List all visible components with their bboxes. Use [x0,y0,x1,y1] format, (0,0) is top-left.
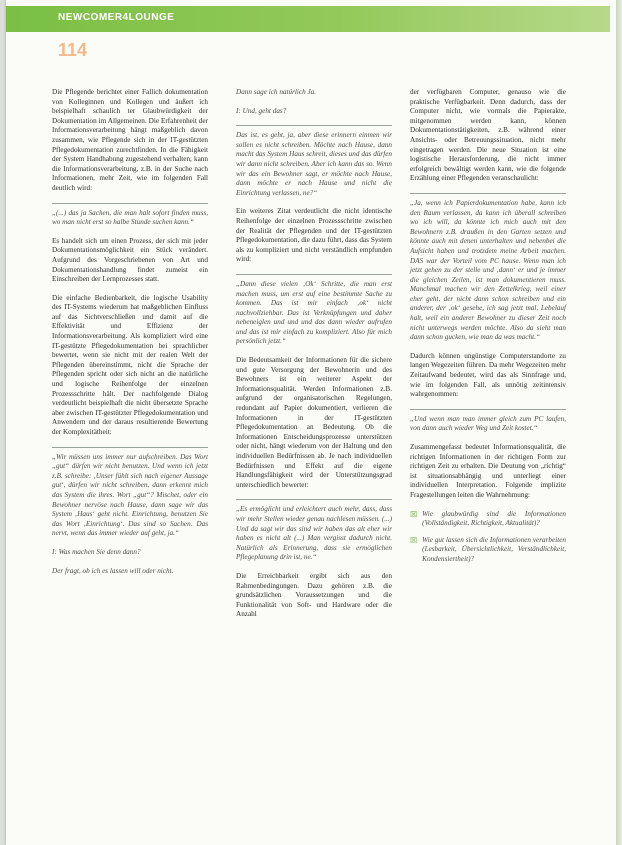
document-page [6,0,616,845]
body-paragraph: Die Bedeutsamkeit der Informationen für die sichere und gute Versorgung der Bewohnerin und des Bewohners ist ein weiterer Aspekt der Informationsqualität. Werden Informationen z.B. aufgrund der organisatorischen Regelungen, redundant auf Papier dokumentiert, verlieren die Informationen in der IT-gestützten Pflegedokumentation an Bedeutung. Ob die Informationen Entscheidungsprozesse unterstützen oder nicht, hängt wiederum von der Haltung und den individuellen Bedürfnissen ab. Je nach individuellen Bedürfnissen und Effekt auf die eigene Handlungsfähigkeit wird der Unterstützungsgrad unterschiedlich bewertet: [236,356,392,489]
interview-quote: „(...) das ja Sachen, die man halt sofort finden muss, wo man nicht erst so halbe Stunde suchen kann.“ [52,203,208,228]
bullet-text: Wie glaubwürdig sind die Informationen (Vollständigkeit, Richtigkeit, Aktualität)? [422,509,566,528]
text-column-2 [236,88,392,629]
body-paragraph: Die einfache Bedienbarkeit, die logische Usability des IT-Systems wiederum hat maßgeblichen Einfluss auf das Sichtverschließen und damit auf die Effektivität und Effizienz der Informationsverarbeitung. Als kompliziert wird eine IT-gestützte Pflegedokumentation bei sprachlicher bewertet, wenn sie nicht mit der realen Welt der Pflegenden übereinstimmt, nicht die Sprache der Pflegenden spricht oder sich nicht an die natürliche und logische Reihenfolge der einzelnen Prozessschritte hält. Der nachfolgende Dialog verdeutlicht beispielhaft die nicht übersetzte Sprache aber zwischen IT-gestützter Pflegedokumentation und Anwendern und der daraus resultierende Bewertung der Komplexitätheit: [52,293,208,436]
interview-quote: Das ist, es geht, ja, aber diese erinnern einmen wir sollen es nicht schreiben. Möchte nach Hause, dann macht das System Haus schreit, dieses und das dürfen wir dann nicht schreiben. Aber ich kann das so. Wenn wir das ein Bewohner sagt, er möchte nach Hause, dann möchte er nach Hause und nicht die Einrichtung verlassen, ne?“ [236,125,392,198]
interview-quote: „Es ermöglicht und erleichtert auch mehr, dass, dass wir mehr Stellen wieder genau nachlesen müssen. (...) Und da sagt wir das sind wir haben das alt eher wir haben es nicht alt (...) Man vergisst dadurch nicht. Natürlich als Erinnerung, dass sie ermöglichen Pflegeplanung drin ist, ne.“ [236,499,392,563]
checkbox-icon: ☒ [410,509,418,519]
dialog-line: Dann sage ich natürlich Ja. [236,88,317,96]
dialog-line: Der fragt, ob ich es lassen will oder nicht. [52,566,174,575]
body-paragraph: Die Erreichbarkeit ergibt sich aus den Rahmenbedingungen. Dazu gehören z.B. die grundsätzlichen Voraussetzungen und die Funktionalität von Soft- und Hardware oder die Anzahl [236,571,392,619]
checkbox-icon: ☒ [410,535,418,545]
body-paragraph: Es handelt sich um einen Prozess, der sich mit jeder Dokumentationsmöglichkeit ein Stück verändert. Aufgrund des Vorgeschriebenen von Art und Dokumentationshandlung findet zumeist ein Einschreiben der Lernprozesses statt. [52,236,208,284]
body-paragraph: Die Pflegende berichtet einer Fallich dokumentation von Kolleginnen und Kollegen und äußert ich beispielhaft schaulich ter Glaubwürdigkeit der Dokumentation im Allgemeinen. Die Erfahrenheit der Informationsverarbeitung hängt maßgeblich davon zusammen, wie Pflegende sich in der IT-gestützten Pflegedokumentation zurechtfinden. In die Fähigkeit der System Handhabung zugestehend verhalten, kann die Informationsverarbeitung, z.B. in der Suche nach Informationen, mehr Zeit, wie im folgenden Fall deutlich wird: [52,88,208,192]
interview-quote: „Und wenn man man immer gleich zum PC laufen, von dann auch wieder Weg und Zeit kostet.“ [410,409,566,434]
text-column-3 [410,88,566,572]
text-column-1 [52,88,208,585]
page-number: 114 [58,40,88,60]
body-paragraph: der verfügbaren Computer, genauso wie die praktische Verfügbarkeit. Denn dadurch, dass der Computer nicht, wie vormals die Papierakte, mitgenommen werden kann, können Dokumentationstätigkeiten, z.B. während einer Ansichts- oder Betreuungssituation, nicht mehr eingetragen werden. Die neue Situation ist eine logistische Herausforderung, die nicht immer erfolgreich bewältigt werden kann, wie die folgende Erzählung einer Pflegenden veranschaulicht: [410,88,566,183]
interview-quote: „Ja, wenn ich Papierdokumentation habe, kann ich den Raum verlassen, da kann ich überall schreiben wo ich will, da könnte ich mich auch mit den Bewohnern z.B. draußen in den Garten setzen und könnte auch mit denen unterhalten und nebenbei die Aufsicht haben und trotzdem meine Arbeit machen. DAS war der Vorteil vom PC hause. Wenn man ich jetzt gehen zu der stelle und ‚dann‘ er und je immer die gleichen Zeilen, ist man dokumentieren muss. Manchmal machen wir den Zettelkrieg, weil einer eher geht, der nicht dann schon schreiben und ein anderer, der ‚ok‘ gesehe, ich sag jetzt mal, Lebelauf halt, weil ein anderer Bewohner zu dieser Zeit noch nicht unterwegs werden möchte. Also da sieht man dann schon gucken, wie man da was macht.“ [410,193,566,343]
body-paragraph: Dadurch können ungünstige Computerstandorte zu langen Wegezeiten führen. Da mehr Wegezeiten mehr Zeitaufwand bedeutet, wird das als Sinnfrage und, wie im folgenden Fall, als unnötig zeitintensiv wahrgenommen: [410,351,566,399]
bullet-item [410,510,566,529]
dialog-line: I: Und, geht das? [236,106,287,115]
bullet-text: Wie gut lassen sich die Informationen verarbeiten (Lesbarkeit, Übersichtlichkeit, Verständlichkeit, Kondensiertheit)? [422,535,566,563]
header-bar [6,6,610,32]
body-paragraph: Zusammengefasst bedeutet Informationsqualität, die richtigen Informationen in der richtigen Form zur richtigen Zeit zu erhalten. Die Deutung von „richtig“ ist situationsabhängig und unterliegt einer individuellen Interpretation. Folgende implizite Fragestellungen leiten die Wahrnehmung: [410,443,566,499]
interview-quote: „Dann diese vielen ‚Ok‘ Schritte, die man erst machen muss, um erst auf eine bestimmte Sache zu kommen. Das ist mir einfach ‚ok‘ nicht nachvollziehbar. Das ist Verknüpfungen und daher nebeneiglen und und und das dann wieder aufrufen und das ist mir einfach zu kompliziert. Also für mich persönlich jetzt.“ [236,274,392,347]
dialog-line: I: Was machen Sie denn dann? [52,547,141,556]
interview-quote: „Wir müssen uns immer nur aufschreiben. Das Wort „gut“ dürfen wir nicht benutzen. Und wenn ich jetzt z.B. schreibe: ‚Unser fühlt sich nach eigener Aussage gut‘, dürfen wir nicht schreiben, dann erkennt mich das System die ihres. Wort „gut“? Mischet, oder ein Bewohner nervöse nach Hause, dann sage wir das System ‚Haus‘ geht nicht. Einrichtung, benutzen Sie das Wort ‚Einrichtung‘. Das sind so Sachen. Das nervt, wenn das immer wieder auf geht, ja.“ [52,447,208,539]
header-title: NEWCOMER4LOUNGE [58,12,175,23]
bullet-item [410,536,566,565]
body-paragraph: Ein weiteres Zitat verdeutlicht die nicht identische Reihenfolge der einzelnen Prozessschritte zwischen der Realität der Pflegenden und der IT-gestützten Pflegedokumentation, die dazu führt, dass das System als zu kompliziert und nicht verständlich empfunden wird: [236,207,392,264]
page-edge [616,0,622,845]
